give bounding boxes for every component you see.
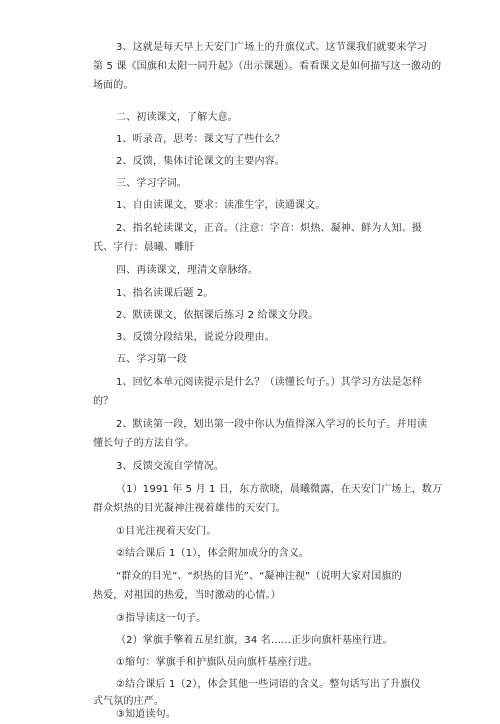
paragraph-line: ②结合课后 1（1），体会附加成分的含义。: [116, 548, 310, 559]
paragraph-line: 3、反馈交流自学情况。: [116, 461, 225, 472]
paragraph-line: ③指导读这一句子。: [116, 613, 207, 624]
paragraph-line: 2、默读第一段，划出第一段中你认为值得深入学习的长句子。并用读: [116, 419, 428, 430]
paragraph-line: 1、自由读课文，要求：读准生字，读通课文。: [116, 200, 326, 211]
section-heading: 四、再读课文，理清文章脉络。: [116, 265, 259, 276]
paragraph-line: ①目光注视着天安门。: [116, 526, 217, 537]
paragraph-line: 热爱，对祖国的热爱，当时激动的心情。）: [93, 590, 281, 601]
section-heading: 二、初读课文，了解大意。: [116, 112, 238, 123]
section-heading: 五、学习第一段: [116, 354, 188, 365]
paragraph-line: “群众的目光”、“炽热的目光”、“凝神注视”（说明大家对国旗的: [116, 571, 402, 582]
paragraph-line: （2）掌旗手擎着五星红旗，34 名……正步向旗杆基座行进。: [116, 635, 393, 646]
paragraph-line: 懂长句子的方法自学。: [93, 438, 195, 449]
paragraph-line: 1、回忆本单元阅读提示是什么？（读懂长句子。）其学习方法是怎样: [116, 377, 423, 388]
paragraph-line: ②结合课后 1（2），体会其他一些词语的含义。整句话写出了升旗仪: [116, 679, 421, 690]
paragraph-line: 1、指名读课后题 2。: [116, 288, 214, 299]
paragraph-line: 2、指名轮读课文，正音。（注意：字音：炽热、凝神、鲜为人知、摄: [116, 223, 423, 234]
paragraph-line: ③知道读句。: [116, 709, 176, 720]
paragraph-line: 氏、字行：晨曦、雕肝: [93, 242, 195, 253]
paragraph-line: 的？: [93, 396, 114, 407]
paragraph-line: 1、听录音，思考：课文写了些什么？: [116, 134, 285, 145]
paragraph-line: 2、默读课文，依据课后练习 2 给课文分段。: [116, 310, 319, 321]
paragraph-line: 场面的。: [93, 80, 134, 91]
paragraph-line: ①缩句：掌旗手和护旗队员向旗杆基座行进。: [116, 657, 318, 668]
paragraph-line: 3、反馈分段结果，说说分段理由。: [116, 332, 275, 343]
section-heading: 三、学习字词。: [116, 178, 188, 189]
paragraph-line: 式气氛的庄严。: [93, 696, 165, 707]
paragraph-line: 3、这就是每天早上天安门广场上的升旗仪式。这节课我们就要来学习: [116, 42, 428, 53]
paragraph-line: （1）1991 年 5 月 1 日，东方欲晓，晨曦微露，在天安门广场上，数万: [116, 484, 443, 495]
paragraph-line: 2、反馈，集体讨论课文的主要内容。: [116, 156, 285, 167]
paragraph-line: 群众炽热的目光凝神注视着雄伟的天安门。: [93, 503, 286, 514]
paragraph-line: 第 5 课《国旗和太阳一同升起》（出示课题）。看看课文是如何描写这一激动的: [93, 61, 442, 72]
